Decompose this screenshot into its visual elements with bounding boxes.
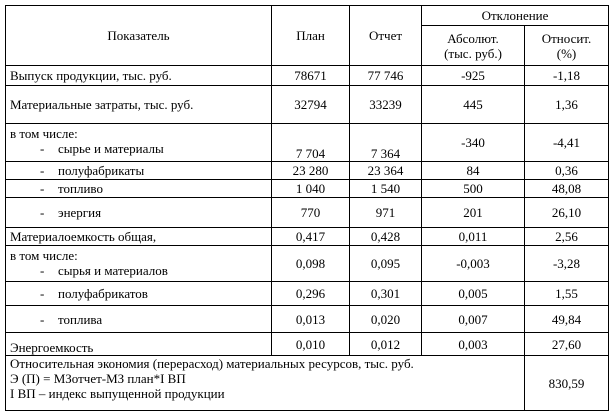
cell-plan: 0,417 xyxy=(272,228,350,246)
cell-rel: 2,56 xyxy=(525,228,609,246)
cell-abs: 445 xyxy=(422,86,525,124)
cell-report: 0,428 xyxy=(350,228,422,246)
table-row xyxy=(6,246,609,282)
cell-plan: 0,013 xyxy=(272,306,350,333)
cell-plan: 0,098 xyxy=(272,246,350,282)
subrow-cell xyxy=(6,162,272,180)
cell-plan: 0,296 xyxy=(272,282,350,306)
bullet-dash: - xyxy=(40,311,45,327)
header-rel-line1: Относит. xyxy=(541,30,592,46)
row-name: Материальные затраты, тыс. руб. xyxy=(6,86,272,124)
incl-label: в том числе: xyxy=(10,126,78,141)
header-report: Отчет xyxy=(350,6,422,66)
cell-report: 77 746 xyxy=(350,66,422,86)
row-name-group xyxy=(6,246,272,282)
cell-report: 0,012 xyxy=(350,333,422,356)
cell-abs: 84 xyxy=(422,162,525,180)
footer-value: 830,59 xyxy=(525,356,609,411)
subrow-name: сырья и материалов xyxy=(58,263,168,278)
subrow-cell xyxy=(6,180,272,198)
footer-note xyxy=(6,356,525,411)
bullet-dash: - xyxy=(40,141,45,156)
subrow-name: энергия xyxy=(58,205,102,220)
cell-report: 0,301 xyxy=(350,282,422,306)
material-resources-table xyxy=(5,5,609,411)
table-row-footer xyxy=(6,356,609,411)
cell-plan: 770 xyxy=(272,198,350,228)
bullet-dash: - xyxy=(40,286,45,301)
header-plan: План xyxy=(272,6,350,66)
table-row xyxy=(6,198,609,228)
cell-rel: -3,28 xyxy=(525,246,609,282)
subrow-name: топлива xyxy=(58,311,103,327)
bullet-dash: - xyxy=(40,181,45,196)
cell-abs: 0,007 xyxy=(422,306,525,333)
cell-plan: 0,010 xyxy=(272,333,350,356)
cell-report: 0,095 xyxy=(350,246,422,282)
cell-rel: 1,55 xyxy=(525,282,609,306)
cell-report: 23 364 xyxy=(350,162,422,180)
cell-report: 0,020 xyxy=(350,306,422,333)
cell-abs: -925 xyxy=(422,66,525,86)
table-row xyxy=(6,333,609,356)
subrow-name: сырье и материалы xyxy=(58,141,164,156)
incl-label: в том числе: xyxy=(10,248,78,263)
header-rel-line2: (%) xyxy=(556,45,577,61)
cell-report: 1 540 xyxy=(350,180,422,198)
subrow-name: полуфабрикатов xyxy=(58,286,148,301)
cell-rel: 27,60 xyxy=(525,333,609,356)
subrow-cell xyxy=(6,282,272,306)
cell-plan: 78671 xyxy=(272,66,350,86)
cell-plan: 23 280 xyxy=(272,162,350,180)
subrow-label xyxy=(10,141,267,156)
cell-abs: 201 xyxy=(422,198,525,228)
row-name: Материалоемкость общая, xyxy=(6,228,272,246)
cell-report: 7 364 xyxy=(350,124,422,162)
header-abs xyxy=(422,26,525,66)
cell-rel: 26,10 xyxy=(525,198,609,228)
cell-abs: 0,003 xyxy=(422,333,525,356)
table-row xyxy=(6,66,609,86)
table-row xyxy=(6,86,609,124)
cell-plan: 32794 xyxy=(272,86,350,124)
cell-plan: 1 040 xyxy=(272,180,350,198)
cell-rel: 0,36 xyxy=(525,162,609,180)
header-abs-line1: Абсолют. xyxy=(447,30,499,46)
row-name-group xyxy=(6,124,272,162)
cell-rel: 1,36 xyxy=(525,86,609,124)
table-row xyxy=(6,162,609,180)
row-name: Энергоемкость xyxy=(6,333,272,356)
subrow-cell xyxy=(6,198,272,228)
cell-abs: 500 xyxy=(422,180,525,198)
bullet-dash: - xyxy=(40,263,45,278)
subrow-name: топливо xyxy=(58,181,103,196)
cell-rel: -4,41 xyxy=(525,124,609,162)
table-row xyxy=(6,282,609,306)
cell-report: 971 xyxy=(350,198,422,228)
subrow-name: полуфабрикаты xyxy=(58,163,145,178)
subrow-label xyxy=(10,263,267,278)
cell-abs: 0,011 xyxy=(422,228,525,246)
subrow-cell xyxy=(6,306,272,333)
cell-rel: -1,18 xyxy=(525,66,609,86)
cell-report: 33239 xyxy=(350,86,422,124)
row-name: Выпуск продукции, тыс. руб. xyxy=(6,66,272,86)
cell-rel: 48,08 xyxy=(525,180,609,198)
cell-plan: 7 704 xyxy=(272,124,350,162)
cell-rel: 49,84 xyxy=(525,306,609,333)
header-deviation: Отклонение xyxy=(422,6,609,26)
header-abs-line2: (тыс. руб.) xyxy=(444,45,502,61)
cell-abs: -0,003 xyxy=(422,246,525,282)
table-row xyxy=(6,306,609,333)
footer-formula: Э (П) = МЗотчет-МЗ план*I ВП xyxy=(10,371,186,386)
table-row xyxy=(6,228,609,246)
footer-legend: I ВП – индекс выпущенной продукции xyxy=(10,386,225,401)
cell-abs: -340 xyxy=(422,124,525,162)
bullet-dash: - xyxy=(40,163,45,178)
bullet-dash: - xyxy=(40,205,45,220)
footer-line1: Относительная экономия (перерасход) материальных ресурсов, тыс. руб. xyxy=(10,356,414,371)
cell-abs: 0,005 xyxy=(422,282,525,306)
header-indicator: Показатель xyxy=(6,6,272,66)
table-row xyxy=(6,180,609,198)
header-rel xyxy=(525,26,609,66)
table-row xyxy=(6,124,609,162)
